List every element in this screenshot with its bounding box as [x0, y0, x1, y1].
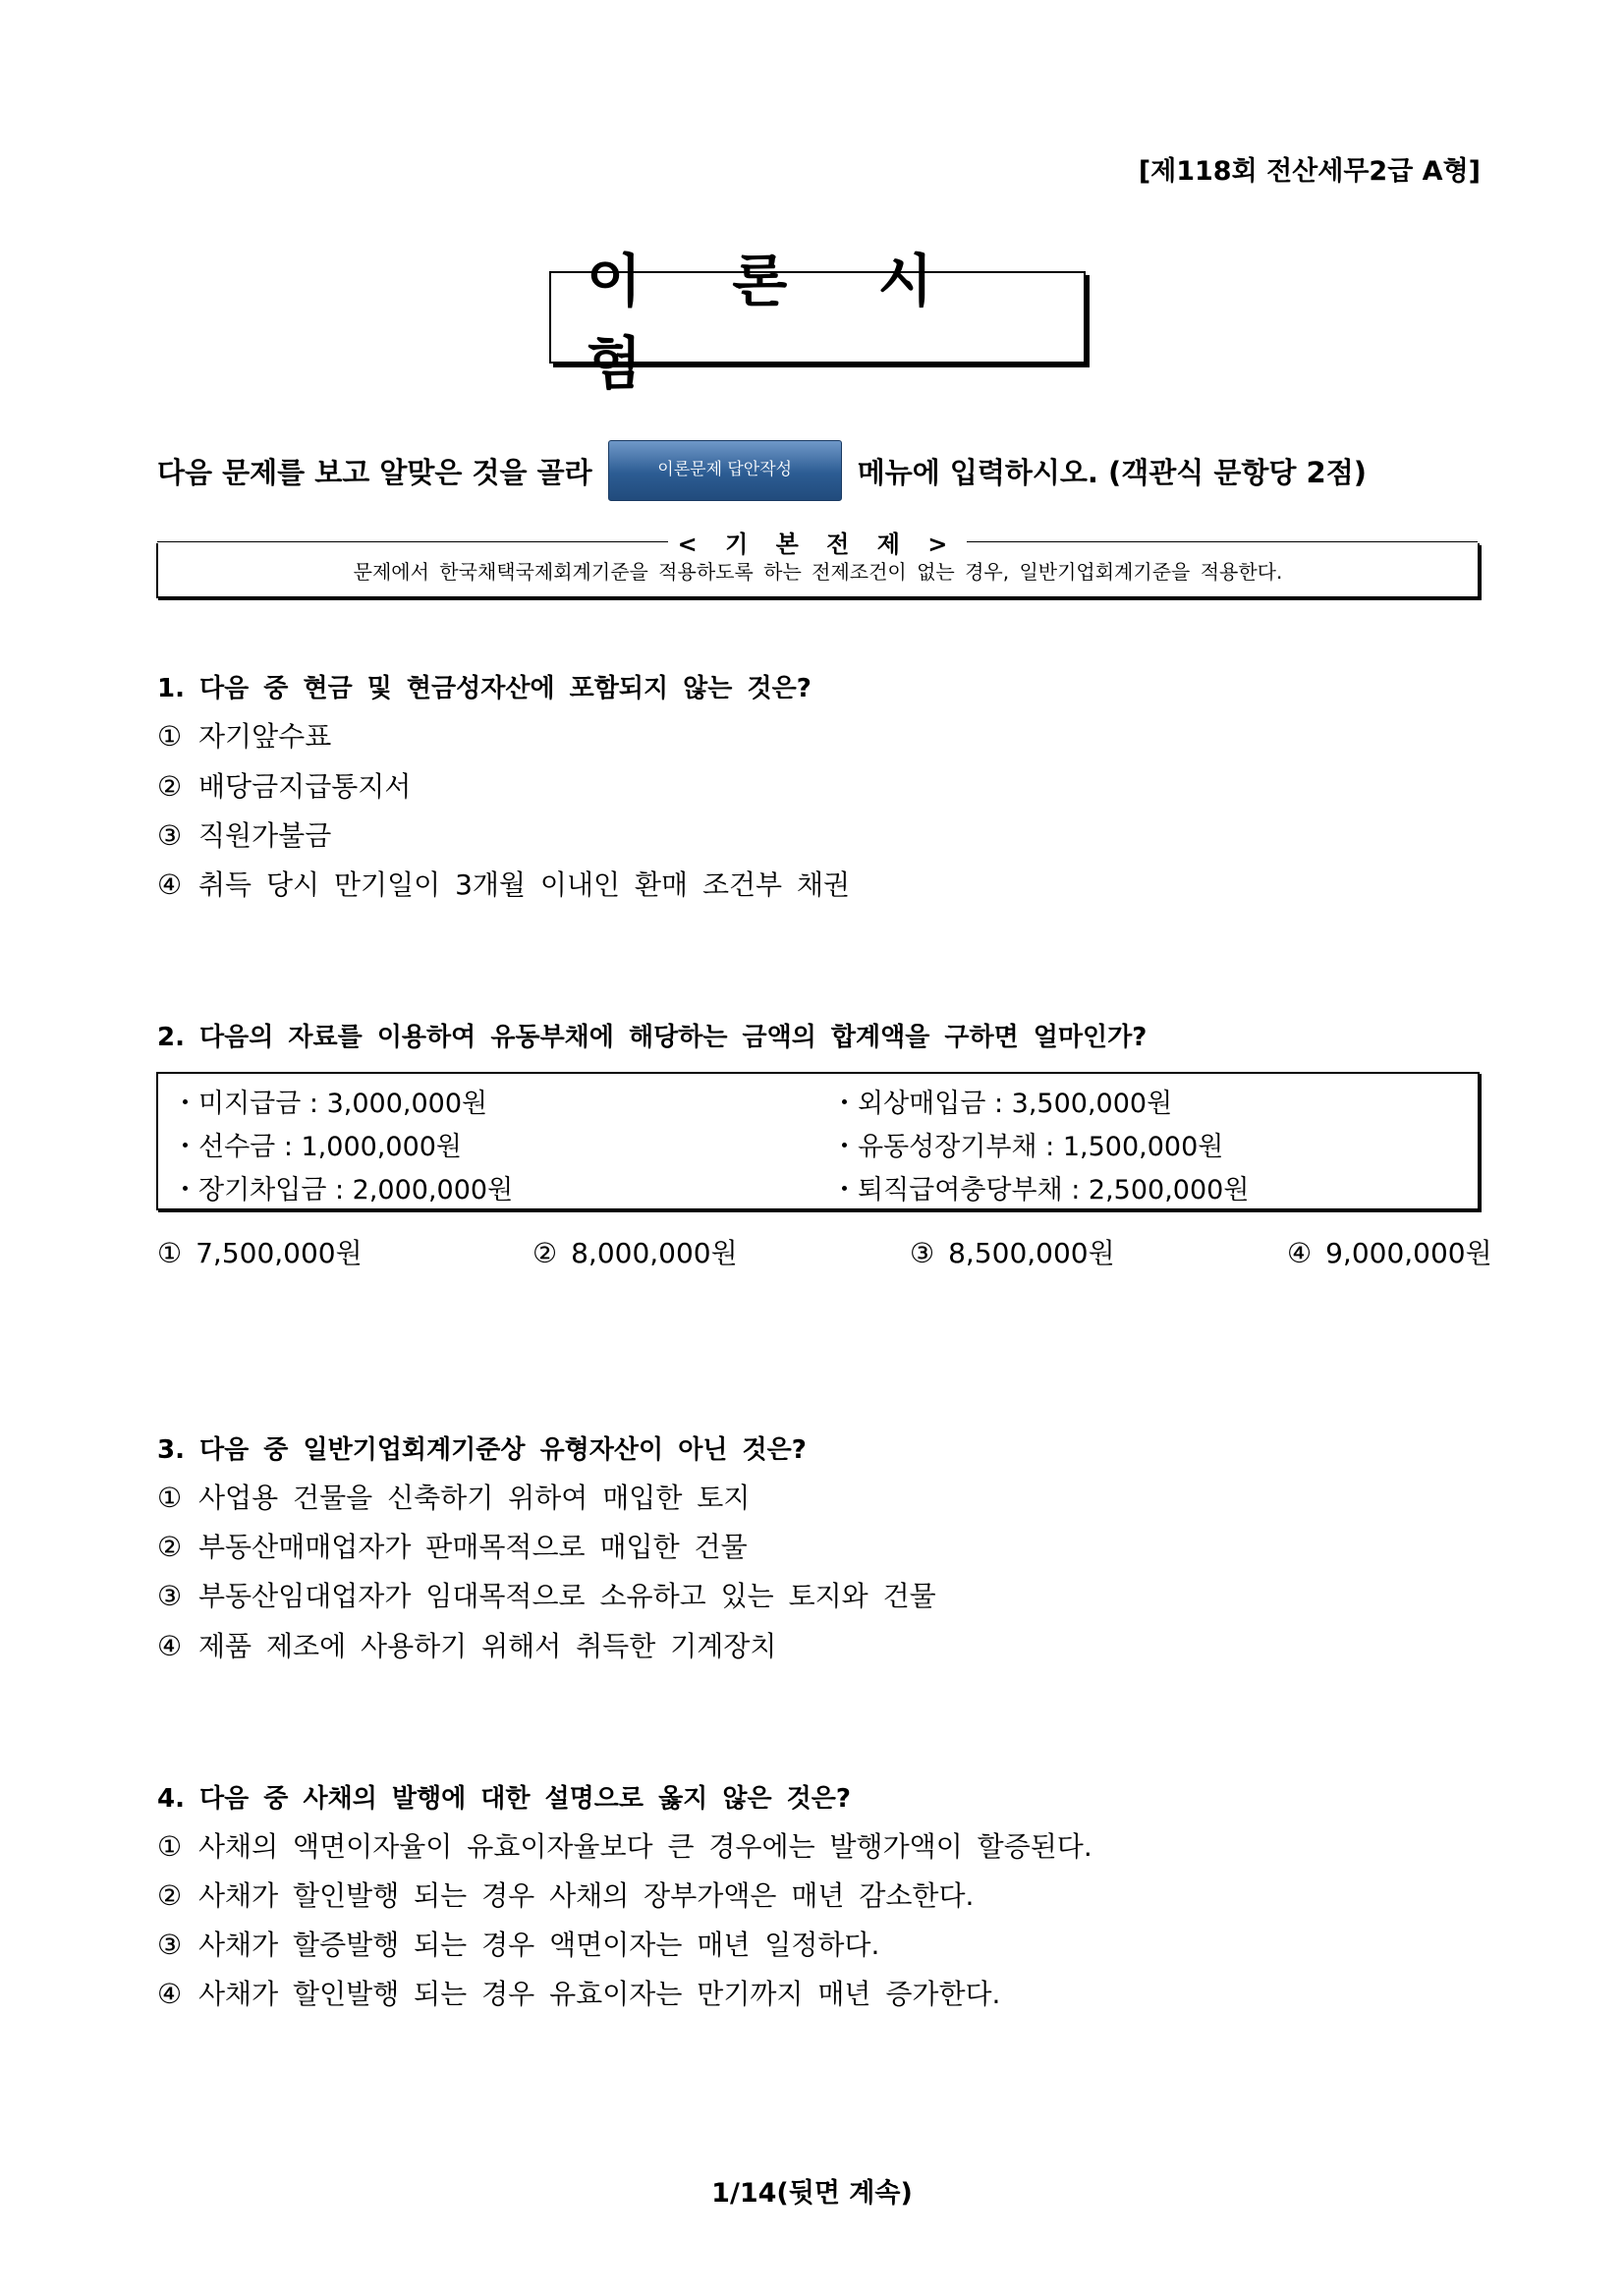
q1-option-4	[157, 864, 1484, 903]
q4-option-3	[157, 1924, 1484, 1963]
exam-code: [제118회 전산세무2급 A형]	[1138, 156, 1481, 187]
instruction	[157, 436, 1484, 505]
q2-data-box	[156, 1072, 1480, 1210]
q1-option-3-text: 직원가불금	[198, 819, 332, 852]
instruction-before: 다음 문제를 보고 알맞은 것을 골라	[157, 455, 592, 489]
q1-option-2-text: 배당금지급통지서	[198, 770, 412, 803]
theory-answer-button[interactable]: 이론문제 답안작성	[608, 440, 842, 501]
title-box	[549, 248, 1086, 397]
q2-option-3-num: ③	[910, 1237, 935, 1269]
q2-option-1	[157, 1232, 363, 1271]
q4-option-4	[157, 1973, 1484, 2012]
q2-option-2	[532, 1232, 738, 1271]
q2-option-2-text: 8,000,000원	[571, 1237, 738, 1269]
q3-option-4-text: 제품 제조에 사용하기 위해서 취득한 기계장치	[198, 1630, 777, 1662]
q2-option-1-num: ①	[157, 1237, 183, 1269]
q3-option-4-num: ④	[157, 1630, 183, 1662]
premise-text: 문제에서 한국채택국제회계기준을 적용하도록 하는 전제조건이 없는 경우, 일반기업회계기준을 적용한다.	[353, 559, 1283, 584]
instruction-after: 메뉴에 입력하시오. (객관식 문항당 2점)	[857, 455, 1367, 489]
q1-option-3-num: ③	[157, 819, 183, 852]
q2-data-item: ・퇴직급여충당부채 : 2,500,000원	[831, 1175, 1250, 1205]
q4-option-1-num: ①	[157, 1830, 183, 1863]
question-2: 2. 다음의 자료를 이용하여 유동부채에 해당하는 금액의 합계액을 구하면 얼마인가?	[157, 1023, 1148, 1052]
q4-option-4-num: ④	[157, 1978, 183, 2010]
q2-data-item: ・선수금 : 1,000,000원	[172, 1132, 463, 1162]
premise-box	[156, 543, 1480, 598]
q3-option-1-num: ①	[157, 1482, 183, 1514]
q4-option-2	[157, 1875, 1484, 1914]
q1-option-2-num: ②	[157, 770, 183, 803]
q2-data-item: ・미지급금 : 3,000,000원	[172, 1089, 488, 1119]
premise-line-right	[967, 541, 1478, 542]
q1-option-3	[157, 814, 1484, 854]
q3-option-3-text: 부동산임대업자가 임대목적으로 소유하고 있는 토지와 건물	[198, 1580, 936, 1612]
premise-line-left	[157, 541, 668, 542]
q1-option-2	[157, 765, 1484, 805]
q1-option-4-text: 취득 당시 만기일이 3개월 이내인 환매 조건부 채권	[198, 868, 851, 901]
q3-option-3-num: ③	[157, 1580, 183, 1612]
q4-option-2-num: ②	[157, 1879, 183, 1912]
q3-option-4	[157, 1625, 1484, 1664]
q1-option-4-num: ④	[157, 868, 183, 901]
q2-option-2-num: ②	[532, 1237, 558, 1269]
q1-option-1-num: ①	[157, 720, 183, 753]
q3-option-2-num: ②	[157, 1531, 183, 1563]
page-title: 이 론 시 험	[587, 248, 969, 397]
q2-data-item: ・외상매입금 : 3,500,000원	[831, 1089, 1173, 1119]
question-3: 3. 다음 중 일반기업회계기준상 유형자산이 아닌 것은?	[157, 1435, 807, 1465]
q4-option-1-text: 사채의 액면이자율이 유효이자율보다 큰 경우에는 발행가액이 할증된다.	[198, 1830, 1092, 1863]
q1-option-1	[157, 715, 1484, 755]
q2-option-3	[910, 1232, 1115, 1271]
premise-title: < 기 본 전 제 >	[677, 530, 958, 558]
q4-option-3-text: 사채가 할증발행 되는 경우 액면이자는 매년 일정하다.	[198, 1929, 880, 1961]
page-footer: 1/14(뒷면 계속)	[711, 2178, 913, 2209]
q3-option-1	[157, 1477, 1484, 1516]
q2-option-3-text: 8,500,000원	[948, 1237, 1115, 1269]
q2-option-4-text: 9,000,000원	[1325, 1237, 1492, 1269]
q2-data-item: ・유동성장기부채 : 1,500,000원	[831, 1132, 1224, 1162]
q2-option-1-text: 7,500,000원	[196, 1237, 363, 1269]
q4-option-4-text: 사채가 할인발행 되는 경우 유효이자는 만기까지 매년 증가한다.	[198, 1978, 1001, 2010]
q4-option-1	[157, 1825, 1484, 1865]
q1-option-1-text: 자기앞수표	[198, 720, 332, 753]
q2-data-item: ・장기차입금 : 2,000,000원	[172, 1175, 514, 1205]
q4-option-2-text: 사채가 할인발행 되는 경우 사채의 장부가액은 매년 감소한다.	[198, 1879, 975, 1912]
q3-option-2-text: 부동산매매업자가 판매목적으로 매입한 건물	[198, 1531, 748, 1563]
q2-option-4	[1287, 1232, 1492, 1271]
q2-option-4-num: ④	[1287, 1237, 1313, 1269]
question-4: 4. 다음 중 사채의 발행에 대한 설명으로 옳지 않은 것은?	[157, 1784, 851, 1814]
question-1: 1. 다음 중 현금 및 현금성자산에 포함되지 않는 것은?	[157, 674, 812, 703]
q3-option-1-text: 사업용 건물을 신축하기 위하여 매입한 토지	[198, 1482, 751, 1514]
q4-option-3-num: ③	[157, 1929, 183, 1961]
q3-option-2	[157, 1526, 1484, 1565]
q3-option-3	[157, 1575, 1484, 1614]
